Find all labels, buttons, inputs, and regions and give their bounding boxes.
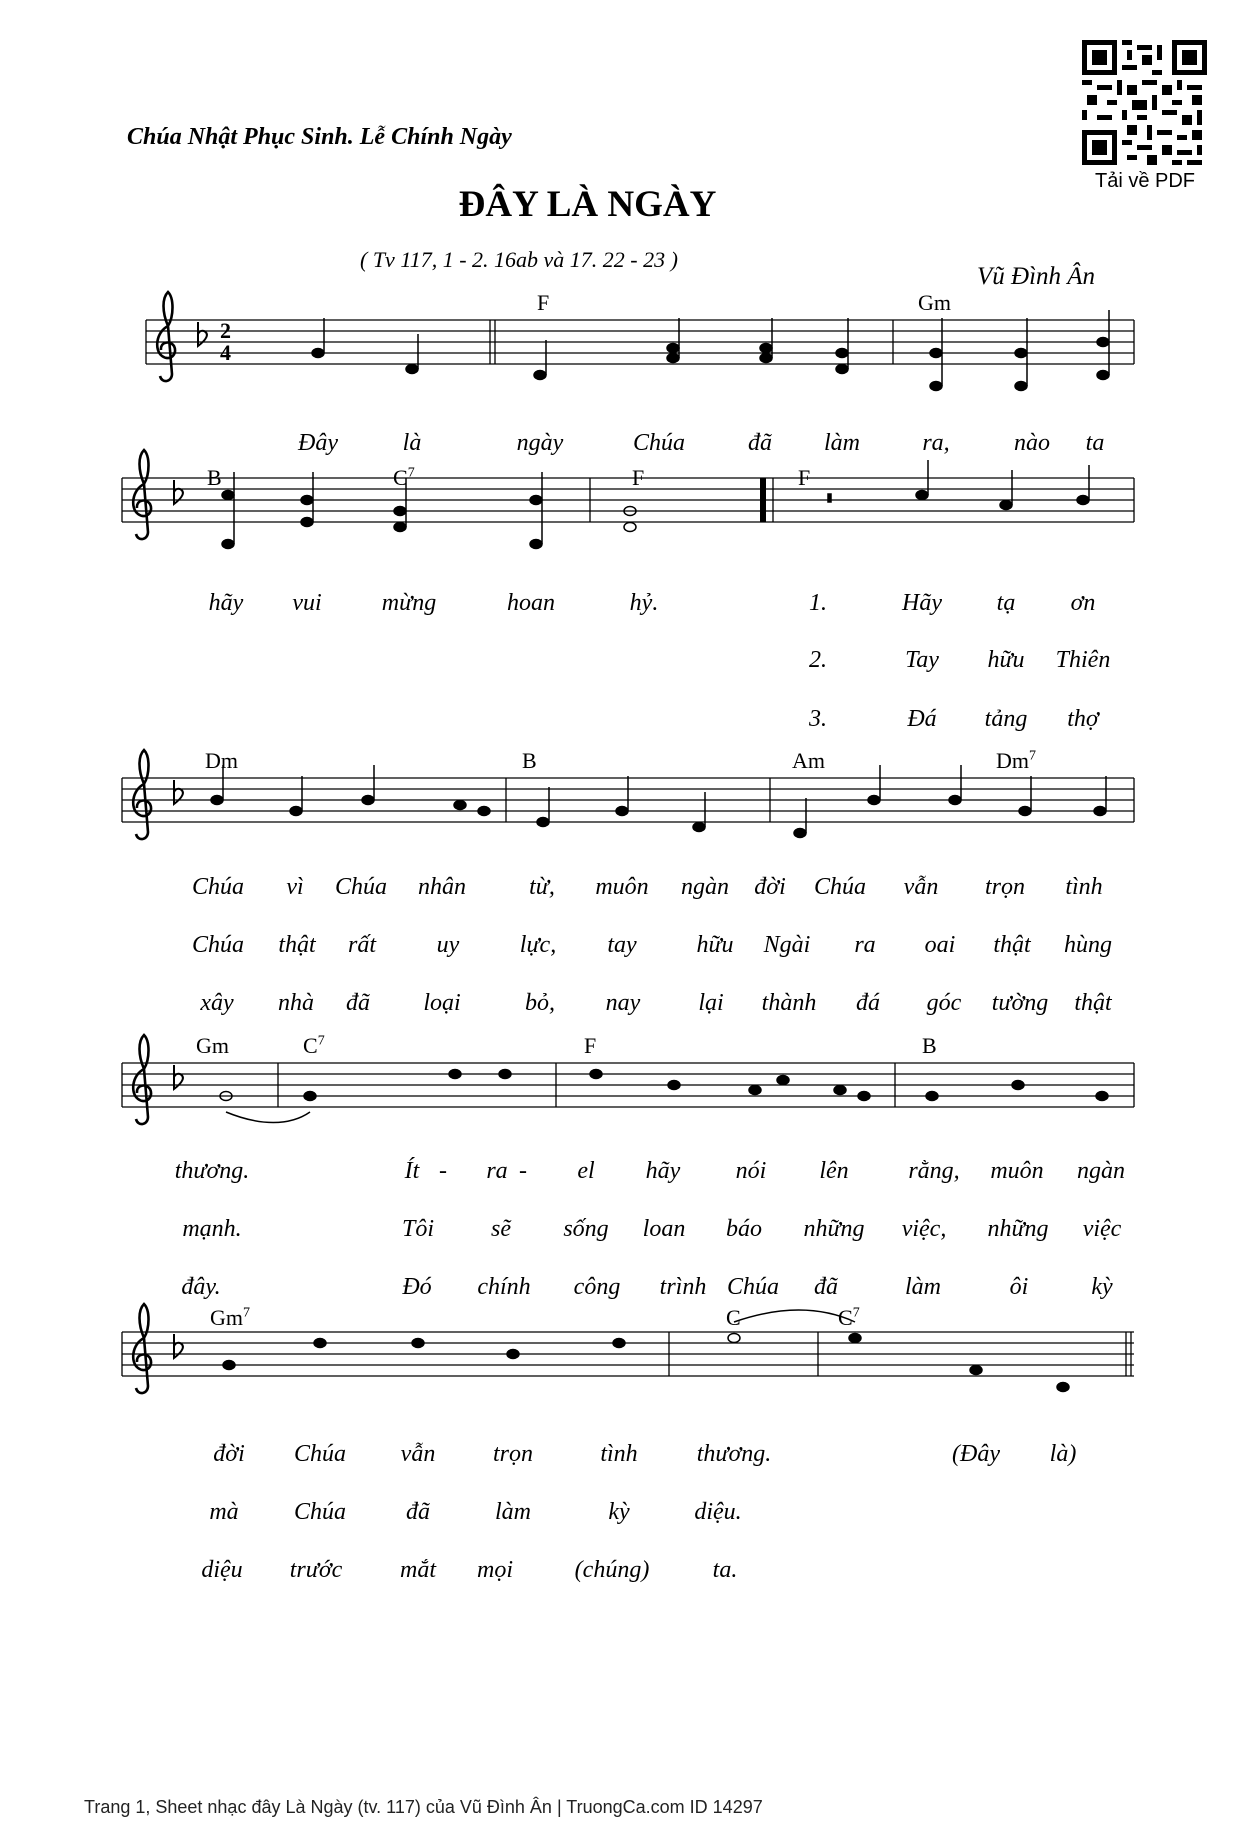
lyric-word: đã: [814, 1274, 838, 1300]
lyric-word: đây.: [181, 1274, 221, 1300]
lyric-word: ta: [1085, 430, 1105, 456]
lyric-word: ngàn: [1077, 1158, 1125, 1184]
lyric-word: tình: [1065, 874, 1103, 900]
lyric-word: làm: [905, 1274, 941, 1300]
chord-root: C: [393, 465, 408, 490]
lyric-word: nhà: [278, 990, 314, 1016]
staff-line-2: [122, 450, 1134, 549]
lyric-word: lực,: [519, 932, 557, 958]
lyric-word: ta.: [712, 1557, 738, 1583]
lyric-word: ôi: [1009, 1274, 1029, 1300]
lyric-word: ra: [854, 932, 876, 958]
staff-line-1: [146, 292, 1134, 391]
chord-seventh: 7: [1029, 748, 1036, 764]
lyric-word: hỷ.: [629, 590, 659, 616]
lyric-word: nay: [605, 990, 641, 1016]
lyric-word: công: [573, 1274, 621, 1300]
composer-name: Vũ Đình Ân: [977, 263, 1096, 290]
psalm-reference: ( Tv 117, 1 - 2. 16ab và 17. 22 - 23 ): [360, 247, 678, 272]
lyric-word: (Đây: [952, 1441, 1000, 1467]
chord-symbol: [838, 1305, 860, 1331]
time-sig-bottom: 4: [220, 340, 231, 365]
lyric-word: những: [987, 1216, 1049, 1242]
lyric-word: làm: [495, 1499, 531, 1525]
chord-symbol: B: [522, 748, 537, 773]
lyric-word: là): [1049, 1441, 1077, 1467]
lyric-word: mắt: [400, 1557, 436, 1583]
chord-symbol: [210, 1305, 250, 1331]
chord-symbol: [996, 748, 1036, 774]
lyric-word: Chúa: [813, 874, 867, 900]
lyric-word: mừng: [381, 590, 437, 616]
chord-symbol: Gm: [196, 1033, 229, 1058]
song-title: ĐÂY LÀ NGÀY: [458, 184, 717, 225]
lyric-word: những: [803, 1216, 865, 1242]
chord-seventh: 7: [317, 1033, 325, 1049]
lyric-word: lên: [819, 1158, 849, 1184]
staff-line-4: [122, 1035, 1134, 1124]
lyric-word: el: [577, 1158, 595, 1184]
chord-seventh: 7: [407, 465, 415, 481]
lyric-word: thợ: [1067, 706, 1099, 732]
lyric-word: Thiên: [1055, 647, 1111, 673]
chord-root: C: [838, 1305, 853, 1330]
lyric-word: rằng,: [908, 1158, 960, 1184]
lyric-word: Tay: [905, 647, 939, 673]
lyric-word: kỳ: [1091, 1274, 1113, 1300]
lyric-word: ơn: [1070, 590, 1096, 616]
lyric-word: đã: [346, 990, 370, 1016]
lyric-word: Đây: [298, 430, 338, 456]
staff-line-3: [122, 750, 1134, 839]
lyric-word: thương.: [174, 1158, 250, 1184]
lyric-word: vì: [286, 874, 304, 900]
lyric-word: Ngài: [763, 932, 811, 958]
lyric-word: (chúng): [574, 1557, 650, 1583]
lyric-hyphen: -: [519, 1158, 527, 1184]
chord-symbol: B: [922, 1033, 937, 1058]
lyric-word: thật: [993, 932, 1031, 958]
lyric-word: trình: [659, 1274, 707, 1300]
chord-symbol: [303, 1033, 325, 1059]
lyric-word: Đó: [402, 1274, 432, 1300]
lyric-word: nói: [735, 1158, 767, 1184]
lyric-word: trọn: [984, 874, 1026, 900]
lyric-word: ra: [486, 1158, 508, 1184]
chord-symbol: F: [632, 465, 645, 490]
lyric-word: làm: [824, 430, 860, 456]
chord-seventh: 7: [852, 1305, 860, 1321]
chord-symbol: B: [207, 465, 222, 490]
lyric-hyphen: -: [439, 1158, 447, 1184]
lyric-word: góc: [926, 990, 962, 1016]
lyric-word: báo: [726, 1216, 762, 1242]
chord-symbol: Am: [792, 748, 825, 773]
chord-symbol: F: [798, 465, 811, 490]
chord-symbol: Gm: [918, 290, 951, 315]
lyric-word: mà: [209, 1499, 239, 1525]
page-footer: Trang 1, Sheet nhạc đây Là Ngày (tv. 117) của Vũ Đình Ân | TruongCa.com ID 14297: [84, 1797, 763, 1817]
lyric-word: vui: [292, 590, 322, 616]
chord-symbol: Dm: [205, 748, 238, 773]
lyric-word: mạnh.: [182, 1216, 242, 1242]
lyric-word: đã: [406, 1499, 430, 1525]
occasion-title: Chúa Nhật Phục Sinh. Lễ Chính Ngày: [127, 124, 512, 150]
lyric-word: Hãy: [902, 590, 942, 616]
lyric-word: diệu.: [694, 1499, 742, 1525]
chord-seventh: 7: [243, 1305, 250, 1321]
chord-symbol: [393, 465, 415, 491]
lyric-word: hữu: [987, 647, 1025, 673]
staff-line-5: [122, 1304, 1134, 1393]
lyric-word: Chúa: [632, 430, 686, 456]
lyric-word: tình: [600, 1441, 638, 1467]
lyric-word: bỏ,: [525, 990, 555, 1016]
lyric-word: vẫn: [400, 1441, 436, 1467]
chord-root: C: [303, 1033, 318, 1058]
lyric-word: hùng: [1064, 932, 1112, 958]
qr-download-label[interactable]: Tải về PDF: [1094, 170, 1196, 192]
lyric-word: trọn: [492, 1441, 534, 1467]
chord-symbol: F: [537, 290, 550, 315]
lyric-word: Ít: [404, 1158, 420, 1184]
lyric-word: kỳ: [608, 1499, 630, 1525]
lyric-word: Chúa: [293, 1499, 347, 1525]
lyric-word: đời: [754, 874, 786, 900]
lyric-verse-number: 2.: [809, 647, 827, 673]
lyric-word: tảng: [984, 706, 1028, 732]
lyric-word: từ,: [529, 874, 555, 900]
lyric-verse-number: 1.: [809, 590, 827, 616]
time-sig-top: 2: [220, 318, 231, 343]
lyric-word: hãy: [645, 1158, 681, 1184]
lyric-word: việc,: [901, 1216, 947, 1242]
lyric-word: diệu: [201, 1557, 243, 1583]
lyric-word: ngày: [516, 430, 564, 456]
lyric-word: là: [402, 430, 422, 456]
lyric-word: tay: [607, 932, 637, 958]
lyric-word: muôn: [595, 874, 649, 900]
lyric-word: đã: [748, 430, 772, 456]
lyric-word: vẫn: [903, 874, 939, 900]
lyric-word: thật: [1074, 990, 1112, 1016]
lyric-word: tạ: [996, 590, 1016, 616]
lyric-word: muôn: [990, 1158, 1044, 1184]
lyric-word: sống: [563, 1216, 609, 1242]
lyric-word: sẽ: [491, 1216, 511, 1242]
lyric-word: nhân: [418, 874, 466, 900]
lyric-word: nào: [1014, 430, 1050, 456]
lyric-word: đá: [856, 990, 880, 1016]
lyric-word: trước: [289, 1557, 343, 1583]
lyric-word: Đá: [907, 706, 937, 732]
lyric-word: thương.: [696, 1441, 772, 1467]
lyric-word: Chúa: [726, 1274, 780, 1300]
lyric-word: hãy: [208, 590, 244, 616]
lyric-word: lại: [698, 990, 724, 1016]
lyric-word: mọi: [477, 1557, 513, 1583]
lyric-word: việc: [1082, 1216, 1122, 1242]
lyric-word: Chúa: [191, 874, 245, 900]
lyric-word: hữu: [696, 932, 734, 958]
lyric-word: xây: [200, 990, 234, 1016]
chord-root: Dm: [996, 748, 1029, 773]
lyric-word: Chúa: [334, 874, 388, 900]
lyric-verse-number: 3.: [809, 706, 827, 732]
chord-root: Gm: [210, 1305, 243, 1330]
lyric-word: thành: [761, 990, 817, 1016]
lyric-word: ngàn: [681, 874, 729, 900]
lyric-word: chính: [477, 1274, 531, 1300]
chord-symbol: C: [726, 1305, 741, 1330]
lyric-word: hoan: [507, 590, 555, 616]
lyric-word: Chúa: [191, 932, 245, 958]
lyric-word: loại: [423, 990, 461, 1016]
lyric-word: thật: [278, 932, 316, 958]
lyric-word: đời: [213, 1441, 245, 1467]
lyric-word: loan: [642, 1216, 686, 1242]
lyric-word: Tôi: [401, 1216, 435, 1242]
lyric-word: uy: [436, 932, 460, 958]
lyric-word: oai: [924, 932, 956, 958]
lyric-word: tường: [991, 990, 1049, 1016]
lyric-word: rất: [347, 932, 377, 958]
chord-symbol: F: [584, 1033, 597, 1058]
lyric-word: Chúa: [293, 1441, 347, 1467]
lyric-word: ra,: [922, 430, 950, 456]
